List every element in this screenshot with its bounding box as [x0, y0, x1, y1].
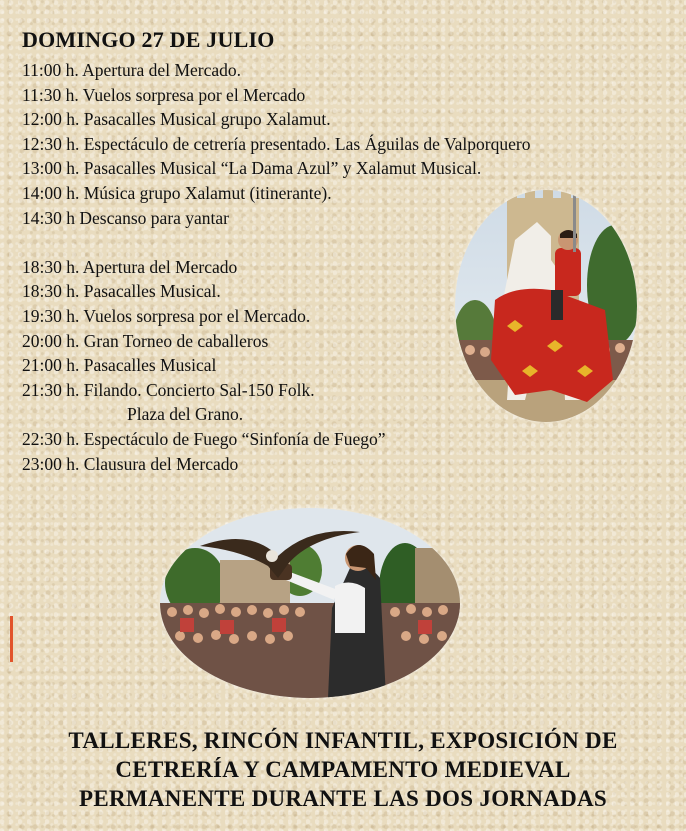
schedule-item: 20:00 h. Gran Torneo de caballeros	[22, 330, 269, 351]
knight-photo	[455, 190, 637, 422]
schedule-item: 12:30 h. Espectáculo de cetrería presentado. Las Águilas de Valporquero	[22, 133, 531, 154]
knight-illustration	[455, 190, 637, 422]
footer-line: PERMANENTE DURANTE LAS DOS JORNADAS	[78, 786, 608, 811]
schedule-item: 13:00 h. Pasacalles Musical “La Dama Azul” y Xalamut Musical.	[22, 158, 482, 179]
schedule-item: 23:00 h. Clausura del Mercado	[22, 453, 239, 474]
falconer-photo	[160, 508, 460, 698]
schedule-item: 14:00 h. Música grupo Xalamut (itinerante).	[22, 182, 332, 203]
schedule-item: 11:00 h. Apertura del Mercado.	[22, 60, 242, 80]
schedule-item: 19:30 h. Vuelos sorpresa por el Mercado.	[22, 305, 311, 326]
schedule-item: 22:30 h. Espectáculo de Fuego “Sinfonía de Fuego”	[22, 428, 386, 449]
footer-line: TALLERES, RINCÓN INFANTIL, EXPOSICIÓN DE	[68, 728, 618, 753]
schedule-item: 21:30 h. Filando. Concierto Sal-150 Folk.	[22, 379, 315, 400]
footer-line: CETRERÍA Y CAMPAMENTO MEDIEVAL	[115, 757, 571, 782]
schedule-item: 11:30 h. Vuelos sorpresa por el Mercado	[22, 84, 306, 105]
day-heading: DOMINGO 27 DE JULIO	[22, 27, 275, 52]
schedule-item-location: Plaza del Grano.	[127, 404, 244, 425]
schedule-item: 14:30 h Descanso para yantar	[22, 207, 230, 228]
schedule-item: 18:30 h. Pasacalles Musical.	[22, 281, 221, 302]
schedule-item: 18:30 h. Apertura del Mercado	[22, 256, 238, 277]
schedule-item: 12:00 h. Pasacalles Musical grupo Xalamut.	[22, 109, 331, 130]
accent-mark	[10, 616, 13, 662]
falconer-illustration	[160, 508, 460, 698]
footer-notice	[0, 726, 686, 813]
schedule-item: 21:00 h. Pasacalles Musical	[22, 355, 217, 376]
